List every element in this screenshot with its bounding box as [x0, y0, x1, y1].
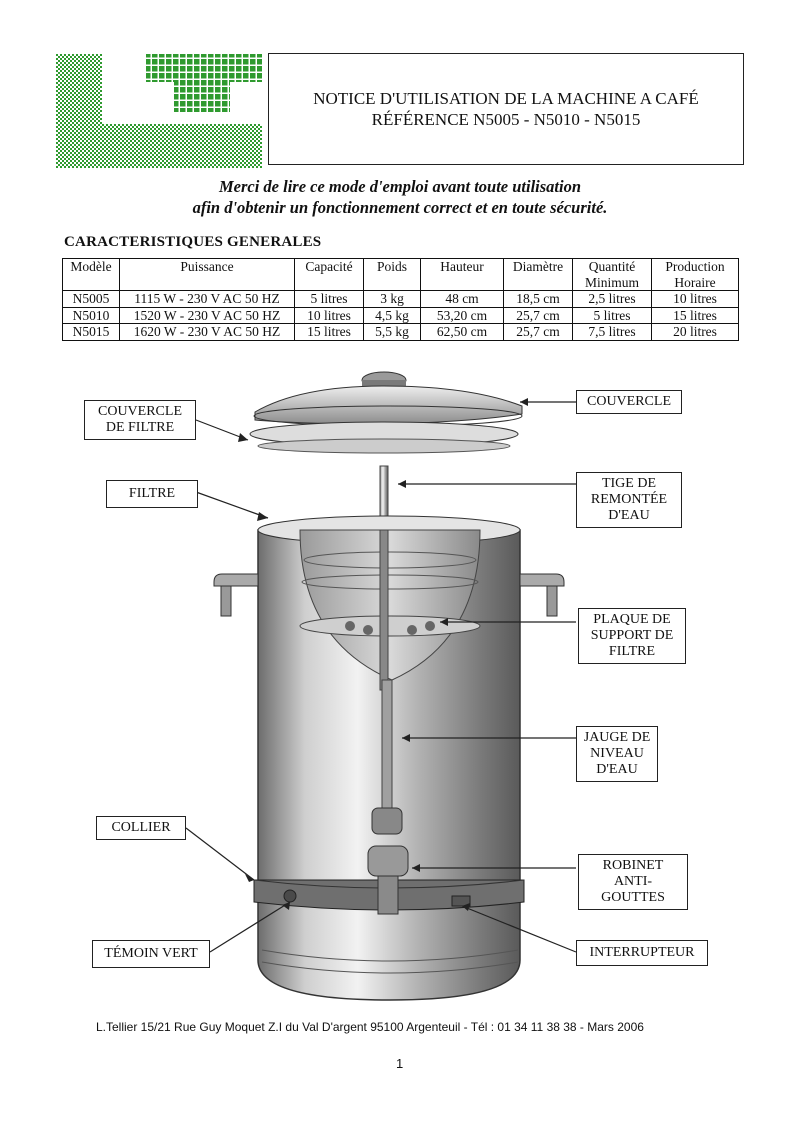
- table-cell: 1520 W - 230 V AC 50 HZ: [120, 307, 295, 324]
- table-cell: 25,7 cm: [504, 307, 573, 324]
- label-temoin-vert: TÉMOIN VERT: [92, 940, 210, 968]
- table-cell: 62,50 cm: [421, 324, 504, 341]
- header-cell: Modèle: [63, 259, 120, 291]
- table-cell: 20 litres: [652, 324, 739, 341]
- label-couvercle: COUVERCLE: [576, 390, 682, 414]
- header-cell: Production Horaire: [652, 259, 739, 291]
- table-cell: N5010: [63, 307, 120, 324]
- table-cell: 10 litres: [652, 291, 739, 308]
- intro-line-2: afin d'obtenir un fonctionnement correct et en toute sécurité.: [192, 198, 608, 217]
- header-cell: Diamètre: [504, 259, 573, 291]
- label-jauge-de-niveau: JAUGE DE NIVEAU D'EAU: [576, 726, 658, 782]
- label-tige-de-remontee: TIGE DE REMONTÉE D'EAU: [576, 472, 682, 528]
- document-title-box: [268, 53, 744, 165]
- table-cell: N5005: [63, 291, 120, 308]
- header-cell: Hauteur: [421, 259, 504, 291]
- label-filtre: FILTRE: [106, 480, 198, 508]
- header-cell: Quantité Minimum: [573, 259, 652, 291]
- table-cell: N5015: [63, 324, 120, 341]
- table-cell: 25,7 cm: [504, 324, 573, 341]
- label-plaque-de-support: PLAQUE DE SUPPORT DE FILTRE: [578, 608, 686, 664]
- table-cell: 15 litres: [295, 324, 364, 341]
- table-cell: 5 litres: [295, 291, 364, 308]
- table-cell: 7,5 litres: [573, 324, 652, 341]
- section-title: CARACTERISTIQUES GENERALES: [64, 234, 322, 250]
- table-cell: 1620 W - 230 V AC 50 HZ: [120, 324, 295, 341]
- header-cell: Puissance: [120, 259, 295, 291]
- label-collier: COLLIER: [96, 816, 186, 840]
- table-row: [63, 324, 739, 341]
- table-cell: 4,5 kg: [364, 307, 421, 324]
- header-cell: Poids: [364, 259, 421, 291]
- header-cell: Capacité: [295, 259, 364, 291]
- label-interrupteur: INTERRUPTEUR: [576, 940, 708, 966]
- table-cell: 2,5 litres: [573, 291, 652, 308]
- table-header-row: [63, 259, 739, 291]
- specs-table: [62, 258, 739, 341]
- table-row: [63, 291, 739, 308]
- company-logo: [54, 52, 264, 170]
- table-cell: 5,5 kg: [364, 324, 421, 341]
- label-couvercle-de-filtre: COUVERCLE DE FILTRE: [84, 400, 196, 440]
- table-cell: 53,20 cm: [421, 307, 504, 324]
- page-number: 1: [396, 1056, 404, 1071]
- table-cell: 5 litres: [573, 307, 652, 324]
- intro-line-1: Merci de lire ce mode d'emploi avant toute utilisation: [218, 177, 582, 196]
- document-title: NOTICE D'UTILISATION DE LA MACHINE A CAFÉ: [313, 89, 699, 108]
- table-cell: 3 kg: [364, 291, 421, 308]
- label-robinet-anti-gouttes: ROBINET ANTI- GOUTTES: [578, 854, 688, 910]
- table-cell: 15 litres: [652, 307, 739, 324]
- footer-address: L.Tellier 15/21 Rue Guy Moquet Z.I du Val D'argent 95100 Argenteuil - Tél : 01 34 11 38 38 - Mars 2006: [96, 1020, 644, 1034]
- document-reference: RÉFÉRENCE N5005 - N5010 - N5015: [371, 110, 641, 129]
- table-cell: 1115 W - 230 V AC 50 HZ: [120, 291, 295, 308]
- coffee-urn-illustration: [0, 360, 802, 1020]
- intro-text: [80, 176, 720, 218]
- table-cell: 18,5 cm: [504, 291, 573, 308]
- coffee-urn-diagram: [0, 360, 802, 1020]
- table-cell: 10 litres: [295, 307, 364, 324]
- table-row: [63, 307, 739, 324]
- table-cell: 48 cm: [421, 291, 504, 308]
